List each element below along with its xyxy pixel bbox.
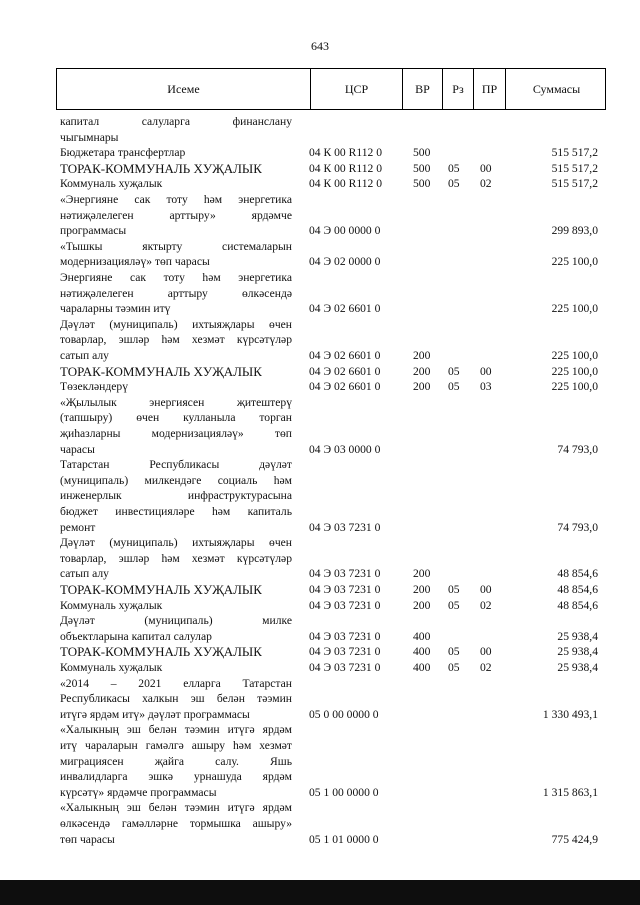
row-name	[60, 457, 292, 535]
table-row	[0, 176, 640, 192]
table-row	[0, 379, 640, 395]
header-vr: ВР	[402, 69, 442, 109]
table-row	[0, 145, 640, 161]
table-row	[0, 239, 640, 270]
cell-vr: 400	[413, 645, 431, 659]
row-name	[60, 395, 292, 457]
cell-pr: 00	[480, 364, 492, 378]
row-name	[60, 176, 292, 192]
cell-rz: 05	[448, 380, 460, 394]
cell-csr: 04 Э 03 7231 0	[309, 645, 381, 659]
row-name	[60, 145, 292, 161]
cell-pr: 02	[480, 177, 492, 191]
cell-pr: 02	[480, 598, 492, 612]
cell-sum: 1 315 863,1	[542, 785, 598, 799]
cell-vr: 200	[413, 598, 431, 612]
row-name	[60, 676, 292, 723]
row-name-line: ТОРАК-КОММУНАЛЬ ХУҖАЛЫК	[60, 644, 262, 660]
row-name-line: «Җылылык энергиясен җитештерү	[60, 395, 292, 409]
header-pr: ПР	[473, 69, 505, 109]
cell-csr: 05 1 00 0000 0	[309, 785, 379, 799]
cell-csr: 04 Э 03 7231 0	[309, 583, 381, 596]
header-sum: Суммасы	[505, 69, 607, 109]
cell-vr: 400	[413, 661, 431, 674]
cell-sum: 74 793,0	[557, 442, 598, 456]
table-row	[0, 457, 640, 535]
cell-sum: 74 793,0	[557, 520, 598, 534]
table-row	[0, 613, 640, 644]
cell-pr: 00	[480, 161, 492, 175]
cell-csr: 04 К 00 R112 0	[309, 177, 383, 191]
row-name-line: Республикасы халкын эш белән тәэмин	[60, 692, 292, 706]
cell-rz: 05	[448, 177, 460, 191]
row-name-line: чарасы	[60, 442, 95, 456]
cell-csr: 04 Э 02 0000 0	[309, 255, 381, 269]
row-name	[60, 192, 292, 239]
row-name-line: Коммуналь хуҗалык	[60, 661, 163, 674]
row-name-line: төп чарасы	[60, 832, 115, 846]
row-name-line: программасы	[60, 224, 127, 238]
cell-sum: 25 938,4	[557, 645, 598, 659]
row-name-line: сатып алу	[60, 348, 109, 362]
row-name-line: Төзекләндерү	[60, 380, 129, 394]
table-row	[0, 114, 640, 145]
row-name-line: «Халыкның эш белән тәэмин итүгә ярдәм	[60, 801, 292, 815]
row-name-line: итү чараларын гамәлгә ашыру һәм хезмәт	[60, 738, 292, 752]
table-row	[0, 270, 640, 317]
row-name-line: Дәүләт (муниципаль) ихтыяҗлары өчен	[60, 317, 292, 331]
cell-vr: 200	[413, 348, 431, 362]
cell-rz: 05	[448, 583, 460, 596]
row-name-line: инженерлык инфраструктурасына	[60, 489, 292, 503]
row-name	[60, 535, 292, 582]
row-name-line: «2014 – 2021 елларга Татарстан	[60, 676, 292, 690]
cell-sum: 25 938,4	[557, 661, 598, 674]
cell-rz: 05	[448, 661, 460, 674]
cell-csr: 04 К 00 R112 0	[309, 146, 383, 160]
table-row	[0, 800, 640, 847]
cell-csr: 05 1 01 0000 0	[309, 832, 379, 846]
row-name-line: объектларына капитал салулар	[60, 629, 212, 643]
row-name	[60, 598, 292, 614]
row-name-line: товарлар, эшләр һәм хезмәт күрсәтүләр	[60, 551, 292, 565]
cell-sum: 48 854,6	[557, 567, 598, 581]
row-name	[60, 613, 292, 644]
row-name	[60, 364, 292, 380]
cell-csr: 04 Э 02 6601 0	[309, 302, 381, 316]
row-name-line: күрсәтү» ярдәмче программасы	[60, 785, 217, 799]
cell-csr: 04 Э 00 0000 0	[309, 224, 381, 238]
row-name-line: Дәүләт (муниципаль) милке	[60, 614, 292, 628]
cell-sum: 48 854,6	[557, 598, 598, 612]
cell-csr: 04 Э 03 0000 0	[309, 442, 381, 456]
header-name: Исеме	[167, 82, 200, 96]
row-name-line: Энергияне сак тоту һәм энергетика	[60, 271, 292, 284]
cell-csr: 05 0 00 0000 0	[309, 707, 379, 721]
row-name-line: инвалидларга эшкә урнашуда ярдәм	[60, 770, 292, 784]
cell-pr: 02	[480, 661, 492, 674]
cell-rz: 05	[448, 598, 460, 612]
cell-csr: 04 Э 03 7231 0	[309, 629, 381, 643]
table-row	[0, 644, 640, 660]
row-name	[60, 379, 292, 395]
header-rz: Рз	[442, 69, 473, 109]
cell-vr: 400	[413, 629, 431, 643]
row-name-line: чыгымнары	[60, 130, 119, 144]
table-row	[0, 676, 640, 723]
cell-rz: 05	[448, 161, 460, 175]
cell-sum: 515 517,2	[551, 177, 598, 191]
row-name	[60, 317, 292, 364]
cell-csr: 04 Э 03 7231 0	[309, 520, 381, 534]
row-name-line: ТОРАК-КОММУНАЛЬ ХУҖАЛЫК	[60, 582, 262, 597]
cell-sum: 48 854,6	[557, 583, 598, 596]
row-name-line: итүгә ярдәм итү» дәүләт программасы	[60, 707, 250, 721]
row-name-line: бюджет инвестицияләре һәм капиталь	[60, 504, 292, 518]
row-name-line: товарлар, эшләр һәм хезмәт күрсәтүләр	[60, 333, 292, 347]
cell-vr: 200	[413, 583, 431, 596]
cell-sum: 515 517,2	[551, 146, 598, 160]
table-row	[0, 395, 640, 457]
table-row	[0, 582, 640, 598]
cell-sum: 25 938,4	[557, 629, 598, 643]
table-header	[56, 68, 606, 110]
table-row	[0, 317, 640, 364]
table-row	[0, 660, 640, 676]
cell-vr: 200	[413, 364, 431, 378]
cell-csr: 04 Э 03 7231 0	[309, 598, 381, 612]
cell-pr: 00	[480, 645, 492, 659]
cell-csr: 04 Э 02 6601 0	[309, 348, 381, 362]
row-name	[60, 270, 292, 317]
row-name	[60, 800, 292, 847]
cell-csr: 04 Э 02 6601 0	[309, 380, 381, 394]
cell-pr: 00	[480, 583, 492, 596]
cell-sum: 225 100,0	[551, 364, 598, 378]
cell-sum: 225 100,0	[551, 302, 598, 316]
row-name-line: миграциясен җайга салу. Яшь	[60, 754, 292, 768]
cell-rz: 05	[448, 364, 460, 378]
cell-csr: 04 Э 02 6601 0	[309, 364, 381, 378]
scan-edge	[0, 880, 640, 905]
row-name-line: Бюджетара трансфертлар	[60, 146, 186, 160]
cell-vr: 500	[413, 161, 431, 175]
row-name-line: Дәүләт (муниципаль) ихтыяҗлары өчен	[60, 536, 292, 550]
table-row	[0, 192, 640, 239]
table-row	[0, 722, 640, 800]
row-name-line: чараларны тәэмин итү	[60, 302, 171, 316]
row-name-line: «Энергияне сак тоту һәм энергетика	[60, 193, 292, 206]
row-name	[60, 161, 292, 177]
row-name	[60, 722, 292, 800]
row-name-line: ремонт	[60, 520, 96, 534]
row-name-line: өлкәсендә гамәлләрне тормышка ашыру»	[60, 816, 292, 830]
page-number: 643	[311, 39, 329, 53]
table-row	[0, 535, 640, 582]
cell-vr: 200	[413, 380, 431, 394]
row-name	[60, 114, 292, 145]
cell-sum: 515 517,2	[551, 161, 598, 175]
row-name-line: Коммуналь хуҗалык	[60, 598, 163, 612]
row-name-line: (тапшыру) өчен кулланыла торган	[60, 411, 292, 425]
row-name-line: капитал салуларга финанслану	[60, 115, 292, 128]
table-row	[0, 364, 640, 380]
row-name-line: сатып алу	[60, 567, 109, 581]
row-name	[60, 644, 292, 660]
cell-csr: 04 Э 03 7231 0	[309, 661, 381, 674]
row-name-line: Коммуналь хуҗалык	[60, 177, 163, 191]
table-row	[0, 598, 640, 614]
cell-csr: 04 Э 03 7231 0	[309, 567, 381, 581]
row-name-line: «Халыкның эш белән тәэмин итүгә ярдәм	[60, 723, 292, 737]
row-name	[60, 582, 292, 598]
header-csr: ЦСР	[310, 69, 402, 109]
cell-csr: 04 К 00 R112 0	[309, 161, 383, 175]
row-name-line: җиһазларны модернизацияләү» төп	[60, 426, 292, 440]
cell-sum: 225 100,0	[551, 380, 598, 394]
cell-sum: 225 100,0	[551, 255, 598, 269]
row-name-line: (муниципаль) милкендәге социаль һәм	[60, 473, 292, 487]
row-name	[60, 660, 292, 676]
cell-vr: 200	[413, 567, 431, 581]
row-name-line: «Тышкы яктырту системаларын	[60, 239, 292, 253]
cell-pr: 03	[480, 380, 492, 394]
row-name-line: ТОРАК-КОММУНАЛЬ ХУҖАЛЫК	[60, 160, 262, 176]
row-name-line: модернизацияләү» төп чарасы	[60, 255, 210, 269]
table-row	[0, 161, 640, 177]
row-name-line: нәтиҗәлелеген арттыру» ярдәмче	[60, 208, 292, 222]
row-name-line: Татарстан Республикасы дәүләт	[60, 458, 292, 472]
cell-sum: 225 100,0	[551, 348, 598, 362]
row-name-line: ТОРАК-КОММУНАЛЬ ХУҖАЛЫК	[60, 363, 262, 379]
row-name	[60, 239, 292, 270]
cell-sum: 775 424,9	[551, 832, 598, 846]
row-name-line: нәтиҗәлелеген арттыру өлкәсендә	[60, 286, 292, 300]
cell-sum: 299 893,0	[551, 224, 598, 238]
cell-sum: 1 330 493,1	[542, 707, 598, 721]
cell-vr: 500	[413, 177, 431, 191]
cell-vr: 500	[413, 146, 431, 160]
cell-rz: 05	[448, 645, 460, 659]
